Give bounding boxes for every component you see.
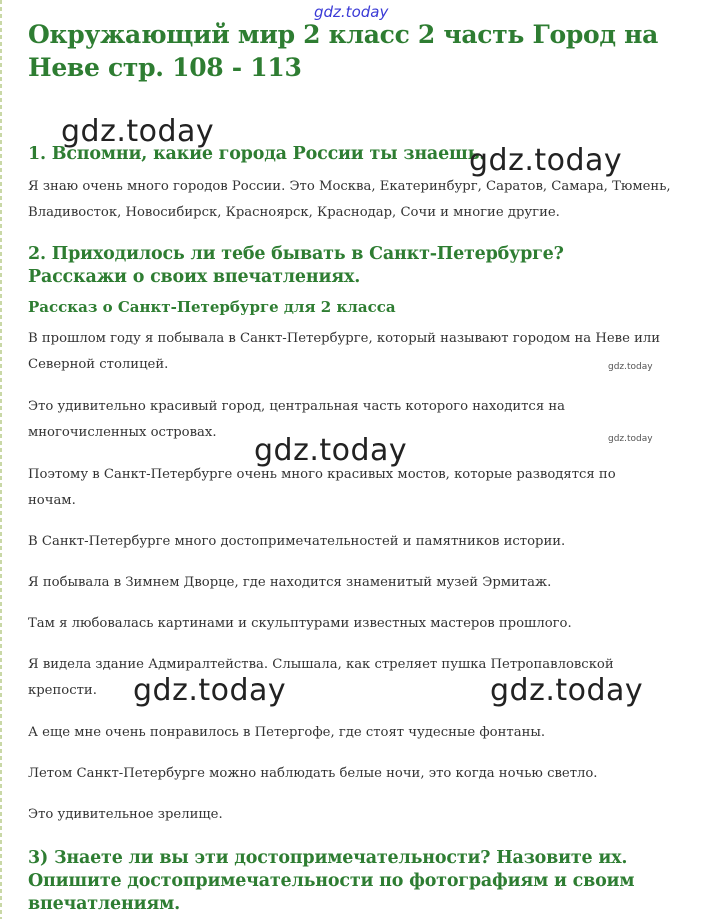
watermark: gdz.today bbox=[490, 673, 644, 708]
page-title: Окружающий мир 2 класс 2 часть Город на Неве стр. 108 - 113 bbox=[28, 20, 659, 82]
story-paragraph: В Санкт-Петербурге много достопримечательностей и памятников истории. bbox=[28, 534, 566, 549]
watermark: gdz.today bbox=[469, 143, 623, 178]
question-1-heading: 1. Вспомни, какие города России ты знаешь. bbox=[28, 144, 486, 164]
watermark-small: gdz.today bbox=[608, 362, 653, 372]
left-border-decoration bbox=[0, 0, 2, 919]
story-paragraph: Я побывала в Зимнем Дворце, где находится знаменитый музей Эрмитаж. bbox=[28, 575, 552, 590]
story-paragraph: Летом Санкт-Петербурге можно наблюдать белые ночи, это когда ночью светло. bbox=[28, 766, 598, 781]
story-subheading: Рассказ о Санкт-Петербурге для 2 класса bbox=[28, 298, 396, 316]
story-paragraph: Это удивительное зрелище. bbox=[28, 807, 223, 822]
watermark-top: gdz.today bbox=[314, 3, 389, 21]
story-paragraph: Я видела здание Адмиралтейства. Слышала, как стреляет пушка Петропавловской крепости. bbox=[28, 657, 614, 698]
watermark: gdz.today bbox=[61, 114, 215, 149]
story-paragraph: В прошлом году я побывала в Санкт-Петербурге, который называют городом на Неве или Северной столицей. bbox=[28, 331, 661, 372]
story-paragraph: Поэтому в Санкт-Петербурге очень много красивых мостов, которые разводятся по ночам. bbox=[28, 467, 616, 508]
story-paragraph: Это удивительно красивый город, центральная часть которого находится на многочисленных островах. bbox=[28, 399, 565, 440]
story-paragraph: А еще мне очень понравилось в Петергофе, где стоят чудесные фонтаны. bbox=[28, 725, 546, 740]
watermark-small: gdz.today bbox=[608, 434, 653, 444]
watermark: gdz.today bbox=[133, 673, 287, 708]
question-2-heading: 2. Приходилось ли тебе бывать в Санкт-Петербурге? Расскажи о своих впечатлениях. bbox=[28, 244, 564, 287]
story-paragraph: Там я любовалась картинами и скульптурами известных мастеров прошлого. bbox=[28, 616, 572, 631]
watermark: gdz.today bbox=[254, 433, 408, 468]
question-1-answer: Я знаю очень много городов России. Это Москва, Екатеринбург, Саратов, Самара, Тюмень, Владивосток, Новосибирск, Красноярск, Краснодар, Сочи и многие другие. bbox=[28, 179, 671, 220]
question-3-heading: 3) Знаете ли вы эти достопримечательности? Назовите их. Опишите достопримечательности по фотографиям и своим впечатлениям. bbox=[28, 848, 635, 914]
